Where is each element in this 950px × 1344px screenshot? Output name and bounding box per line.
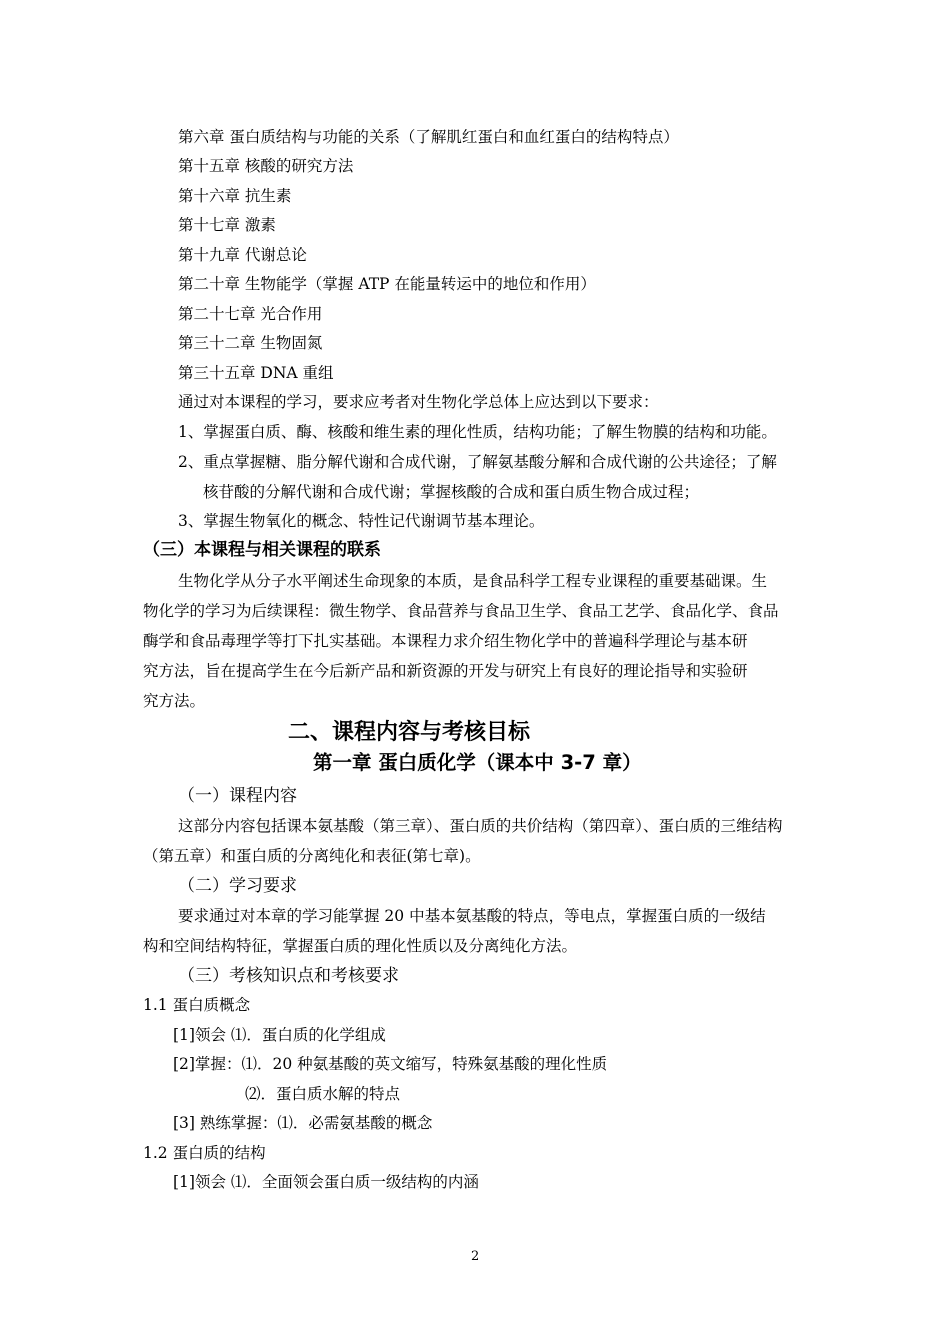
paragraph-line: （第五章）和蛋白质的分离纯化和表征(第七章)。 [143,847,481,865]
chapter-list-item: 第二十章 生物能学（掌握 ATP 在能量转运中的地位和作用） [178,275,596,293]
subsection-heading: （三）考核知识点和考核要求 [178,966,399,986]
chapter-list-item: 第六章 蛋白质结构与功能的关系（了解肌红蛋白和血红蛋白的结构特点） [178,128,679,146]
paragraph-line: 究方法，旨在提高学生在今后新产品和新资源的开发与研究上有良好的理论指导和实验研 [143,662,748,680]
chapter-list-item: 第十七章 激素 [178,216,276,234]
subsection-title: 1.1 蛋白质概念 [143,996,251,1014]
paragraph-line: 要求通过对本章的学习能掌握 20 中基本氨基酸的特点，等电点，掌握蛋白质的一级结 [178,907,766,925]
requirement-item: 1、掌握蛋白质、酶、核酸和维生素的理化性质，结构功能；了解生物膜的结构和功能。 [178,423,777,441]
chapter-list-item: 第十五章 核酸的研究方法 [178,157,354,175]
chapter-list-item: 第三十五章 DNA 重组 [178,364,334,382]
chapter-list-item: 第三十二章 生物固氮 [178,334,323,352]
paragraph-line: 酶学和食品毒理学等打下扎实基础。本课程力求介绍生物化学中的普遍科学理论与基本研 [143,632,748,650]
assessment-item: ⑵．蛋白质水解的特点 [245,1085,401,1103]
section-heading: （三）本课程与相关课程的联系 [143,540,381,560]
subsection-heading: （一）课程内容 [178,786,297,806]
requirements-intro: 通过对本课程的学习，要求应考者对生物化学总体上应达到以下要求： [178,393,659,411]
subsection-heading: （二）学习要求 [178,876,297,896]
paragraph-line: 这部分内容包括课本氨基酸（第三章）、蛋白质的共价结构（第四章）、蛋白质的三维结构 [178,817,783,835]
subsection-title: 1.2 蛋白质的结构 [143,1144,266,1162]
chapter-list-item: 第十六章 抗生素 [178,187,292,205]
page-number: 2 [471,1249,480,1264]
chapter-list-item: 第二十七章 光合作用 [178,305,323,323]
paragraph-line: 究方法。 [143,692,206,710]
requirement-item: 3、掌握生物氧化的概念、特性记代谢调节基本理论。 [178,512,545,530]
chapter-title: 第一章 蛋白质化学（课本中 3-7 章） [313,751,642,774]
assessment-item: [2]掌握：⑴．20 种氨基酸的英文缩写，特殊氨基酸的理化性质 [173,1055,608,1073]
paragraph-line: 构和空间结构特征，掌握蛋白质的理化性质以及分离纯化方法。 [143,937,578,955]
assessment-item: [1]领会 ⑴．全面领会蛋白质一级结构的内涵 [173,1173,479,1191]
assessment-item: [1]领会 ⑴．蛋白质的化学组成 [173,1026,386,1044]
paragraph-line: 物化学的学习为后续课程：微生物学、食品营养与食品卫生学、食品工艺学、食品化学、食品 [143,602,779,620]
part-title: 二、课程内容与考核目标 [288,720,531,745]
requirement-item: 2、重点掌握糖、脂分解代谢和合成代谢，了解氨基酸分解和合成代谢的公共途径；了解 [178,453,777,471]
requirement-item-continuation: 核苷酸的分解代谢和合成代谢；掌握核酸的合成和蛋白质生物合成过程； [203,483,700,501]
chapter-list-item: 第十九章 代谢总论 [178,246,307,264]
assessment-item: [3] 熟练掌握：⑴．必需氨基酸的概念 [173,1114,433,1132]
paragraph-line: 生物化学从分子水平阐述生命现象的本质，是食品科学工程专业课程的重要基础课。生 [178,572,768,590]
